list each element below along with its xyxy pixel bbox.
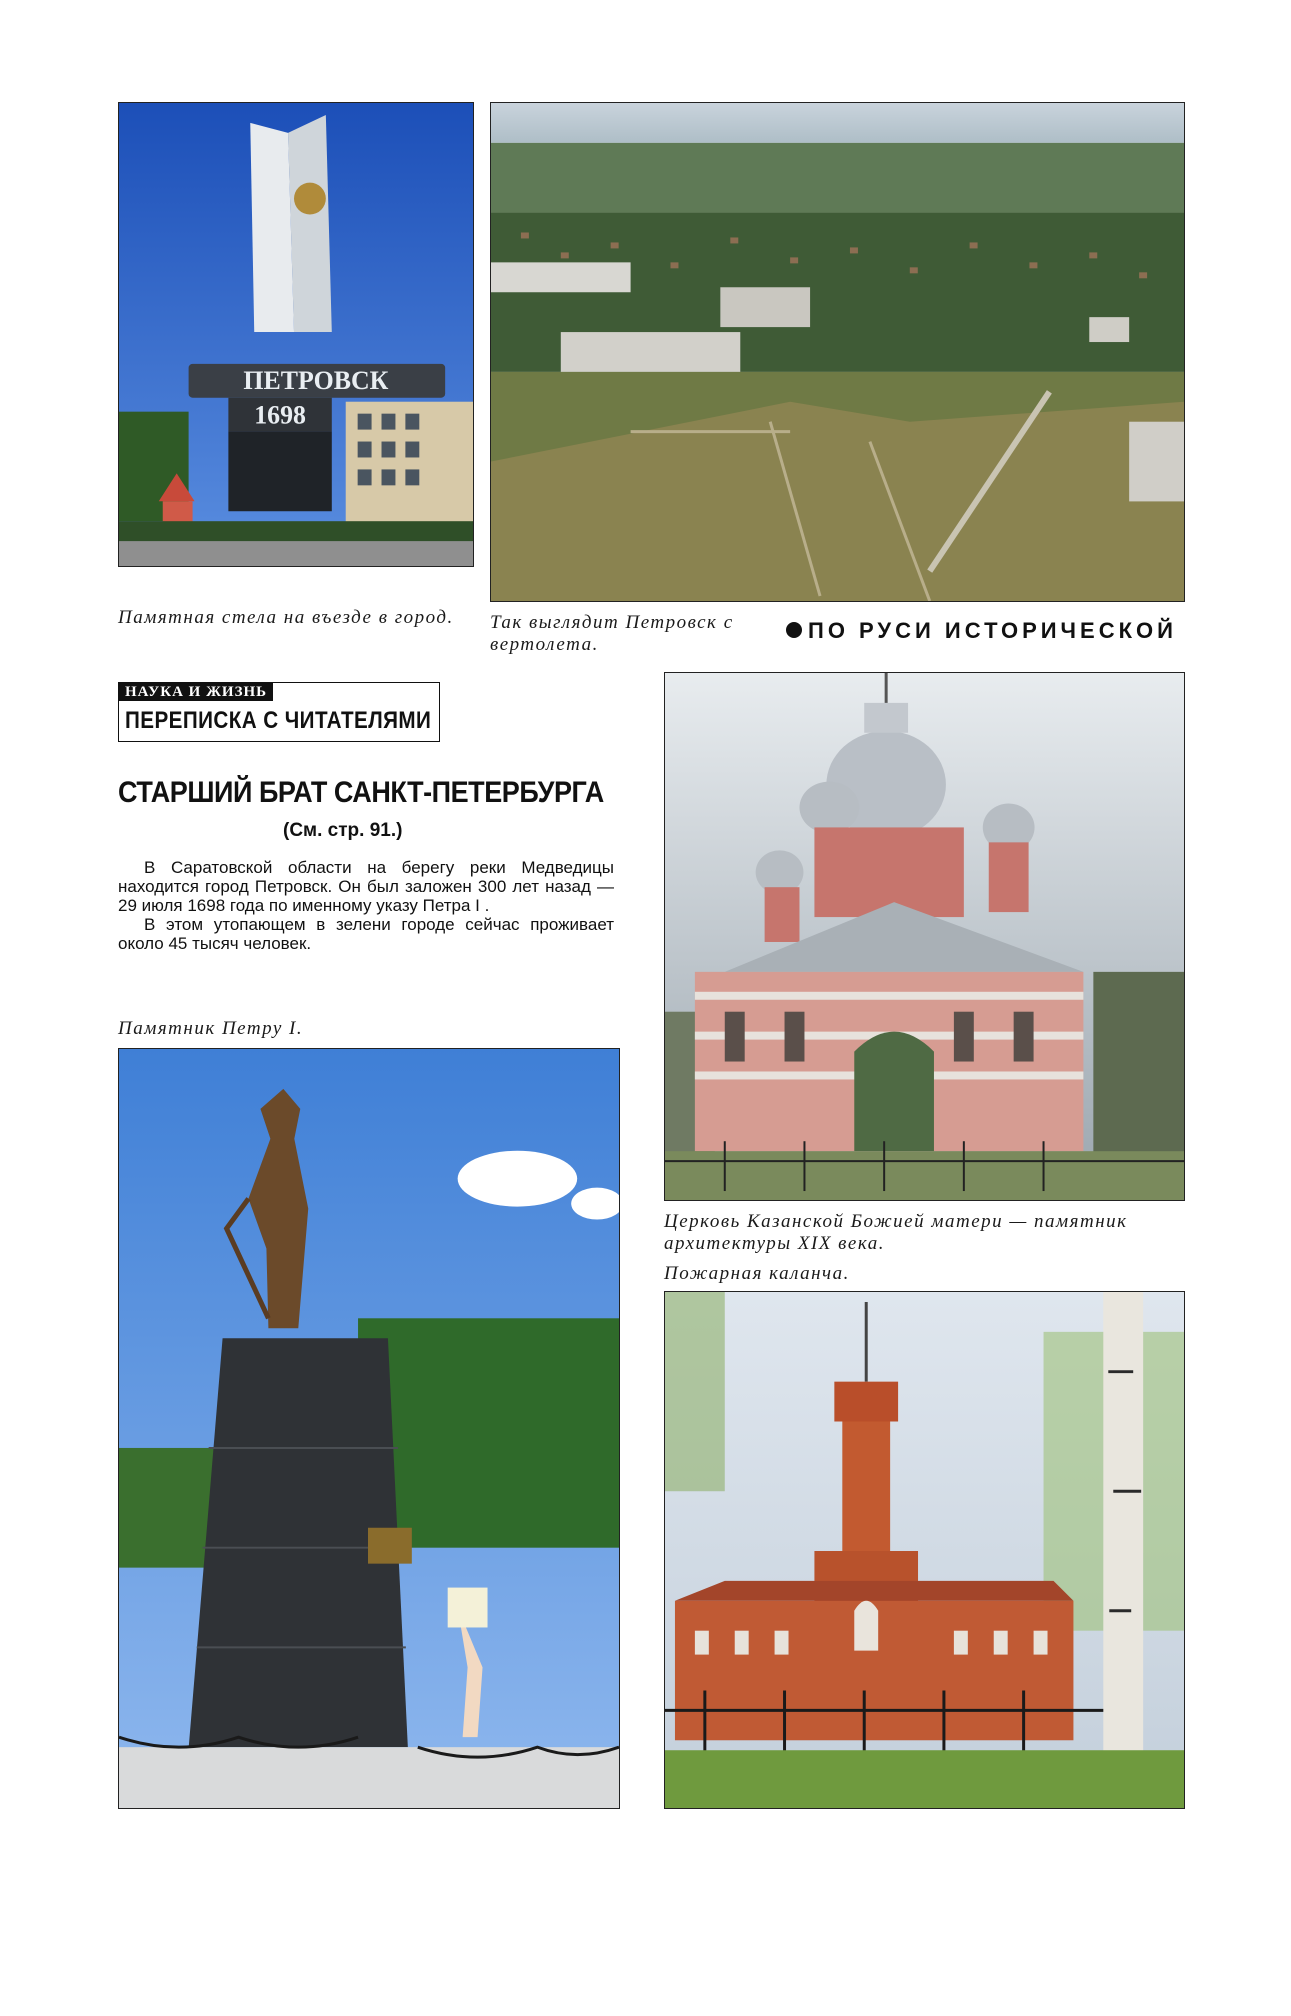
aerial-caption: Так выглядит Петровск с вертолета. bbox=[490, 612, 734, 655]
stele-sign-text: ПЕТРОВСК bbox=[243, 365, 389, 395]
rubric-box bbox=[118, 682, 440, 742]
article-paragraph: В этом утопающем в зелени городе сейчас проживает около 45 тысяч человек. bbox=[118, 915, 614, 953]
journal-label: НАУКА И ЖИЗНЬ bbox=[119, 683, 273, 701]
fire-tower-photo bbox=[664, 1291, 1185, 1809]
church-caption: Церковь Казанской Божией матери — памятник архитектуры XIX века. bbox=[664, 1211, 1128, 1254]
stele-photo bbox=[118, 102, 474, 567]
article-paragraph: В Саратовской области на берегу реки Медведицы находится город Петровск. Он был заложен 300 лет назад — 29 июля 1698 года по именному указу Петра I . bbox=[118, 858, 614, 915]
bullet-dot-icon bbox=[786, 622, 802, 638]
stele-sign-year: 1698 bbox=[254, 400, 306, 430]
peter-caption: Памятник Петру I. bbox=[118, 1018, 304, 1039]
section-tag bbox=[786, 618, 1186, 644]
section-tag-label: ПО РУСИ ИСТОРИЧЕСКОЙ bbox=[808, 618, 1177, 643]
article-title: СТАРШИЙ БРАТ САНКТ-ПЕТЕРБУРГА bbox=[118, 776, 604, 809]
stele-caption: Памятная стела на въезде в город. bbox=[118, 607, 454, 628]
church-photo bbox=[664, 672, 1185, 1201]
aerial-photo bbox=[490, 102, 1185, 602]
article-reference: (См. стр. 91.) bbox=[283, 820, 403, 841]
peter-monument-photo bbox=[118, 1048, 620, 1809]
article-body bbox=[118, 858, 614, 953]
fire-tower-caption: Пожарная каланча. bbox=[664, 1263, 850, 1284]
section-label: ПЕРЕПИСКА С ЧИТАТЕЛЯМИ bbox=[125, 707, 432, 734]
